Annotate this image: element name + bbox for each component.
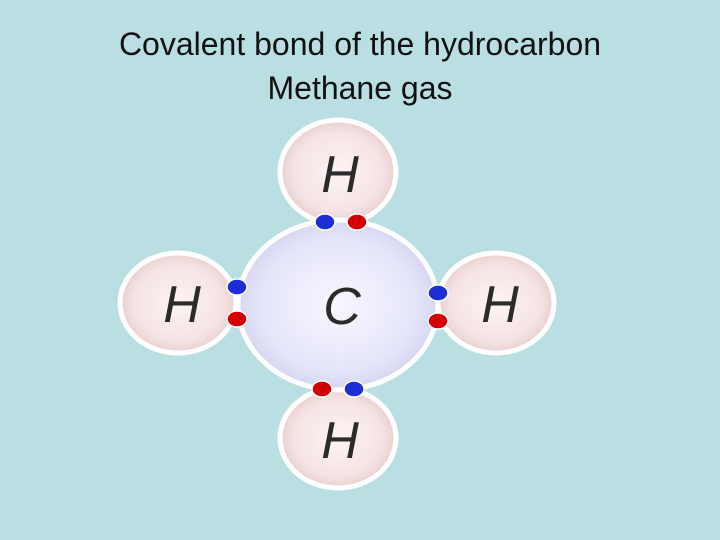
title-line-2: Methane gas xyxy=(267,70,453,106)
hydrogen-label-top: H xyxy=(321,146,359,204)
electron-hydrogen xyxy=(428,285,448,301)
electron-carbon xyxy=(428,313,448,329)
electron-hydrogen xyxy=(315,214,335,230)
electron-hydrogen xyxy=(344,381,364,397)
hydrogen-label-bottom: H xyxy=(321,412,359,470)
electron-carbon xyxy=(227,311,247,327)
hydrogen-label-right: H xyxy=(481,276,519,334)
electron-hydrogen xyxy=(227,279,247,295)
hydrogen-label-left: H xyxy=(163,276,201,334)
carbon-label: C xyxy=(323,278,361,336)
electron-carbon xyxy=(347,214,367,230)
title-line-1: Covalent bond of the hydrocarbon xyxy=(118,26,602,62)
electron-carbon xyxy=(312,381,332,397)
